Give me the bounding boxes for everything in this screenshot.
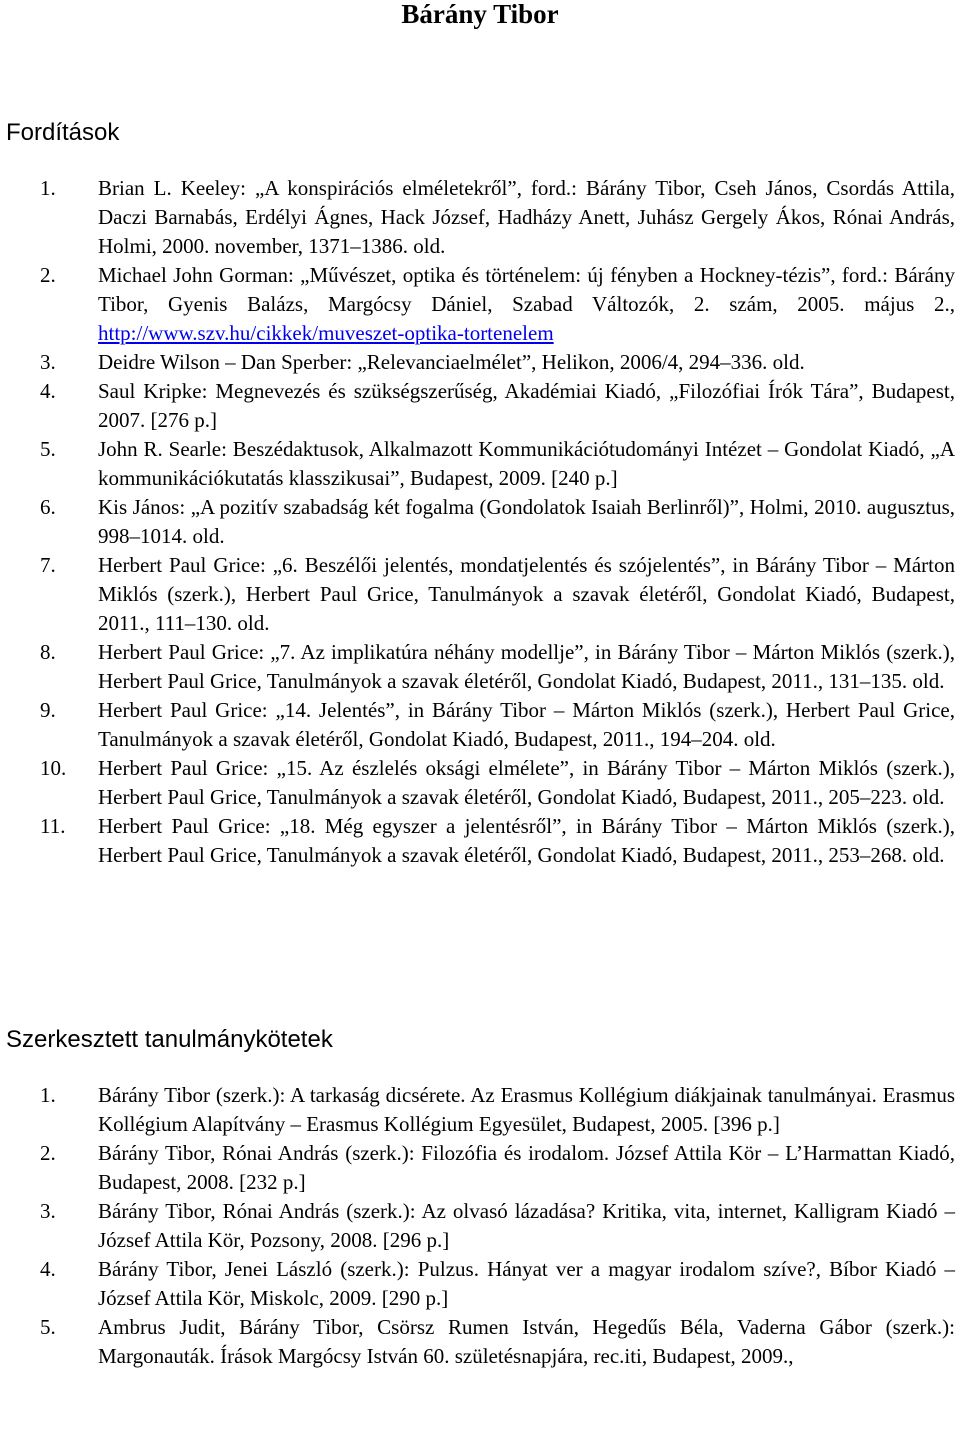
item-text: Bárány Tibor (szerk.): A tarkaság dicsérete. Az Erasmus Kollégium diákjainak tanulmányai. Erasmus Kollégium Alapítvány – Erasmus Kollégium Egyesület, Budapest, 2005. [396 p.]	[98, 1083, 955, 1136]
item-number: 1.	[40, 176, 56, 200]
list-item	[40, 1197, 955, 1255]
item-text: Bárány Tibor, Jenei László (szerk.): Pulzus. Hányat ver a magyar irodalom szíve?, Bíbor Kiadó – József Attila Kör, Miskolc, 2009. [290 p.]	[98, 1257, 955, 1310]
item-text: Herbert Paul Grice: „14. Jelentés”, in Bárány Tibor – Márton Miklós (szerk.), Herbert Paul Grice, Tanulmányok a szavak életéről, Gondolat Kiadó, Budapest, 2011., 194–204. old.	[98, 698, 955, 751]
list-item	[40, 261, 955, 348]
item-text	[98, 261, 955, 348]
list-item	[40, 551, 955, 638]
item-number: 2.	[40, 263, 56, 287]
edited-volumes-list	[40, 1081, 955, 1371]
list-item	[40, 696, 955, 754]
item-number: 8.	[40, 640, 56, 664]
list-item	[40, 174, 955, 261]
list-item	[40, 638, 955, 696]
item-text: Ambrus Judit, Bárány Tibor, Csörsz Rumen István, Hegedűs Béla, Vaderna Gábor (szerk.): Margonauták. Írások Margócsy István 60. születésnapjára, rec.iti, Budapest, 2009.,	[98, 1315, 955, 1368]
item-text: Brian L. Keeley: „A konspirációs elméletekről”, ford.: Bárány Tibor, Cseh János, Csordás Attila, Daczi Barnabás, Erdélyi Ágnes, Hack József, Hadházy Anett, Juhász Gergely Ákos, Rónai András, Holmi, 2000. november, 1371–1386. old.	[98, 176, 955, 258]
list-item	[40, 1081, 955, 1139]
item-number: 9.	[40, 698, 56, 722]
article-link[interactable]: http://www.szv.hu/cikkek/muveszet-optika-tortenelem	[98, 321, 554, 345]
item-number: 1.	[40, 1083, 56, 1107]
list-item	[40, 1313, 955, 1371]
item-number: 11.	[40, 814, 66, 838]
list-item	[40, 754, 955, 812]
item-text: John R. Searle: Beszédaktusok, Alkalmazott Kommunikációtudományi Intézet – Gondolat Kiadó, „A kommunikációkutatás klasszikusai”, Budapest, 2009. [240 p.]	[98, 437, 955, 490]
item-text: Bárány Tibor, Rónai András (szerk.): Az olvasó lázadása? Kritika, vita, internet, Kalligram Kiadó – József Attila Kör, Pozsony, 2008. [296 p.]	[98, 1199, 955, 1252]
item-text: Herbert Paul Grice: „15. Az észlelés oksági elmélete”, in Bárány Tibor – Márton Miklós (szerk.), Herbert Paul Grice, Tanulmányok a szavak életéről, Gondolat Kiadó, Budapest, 2011., 205–223. old.	[98, 756, 955, 809]
section-heading-edited-volumes: Szerkesztett tanulmánykötetek	[6, 1026, 333, 1053]
item-text: Herbert Paul Grice: „6. Beszélői jelentés, mondatjelentés és szójelentés”, in Bárány Tibor – Márton Miklós (szerk.), Herbert Paul Grice, Tanulmányok a szavak életéről, Gondolat Kiadó, Budapest, 2011., 111–130. old.	[98, 553, 955, 635]
item-text: Bárány Tibor, Rónai András (szerk.): Filozófia és irodalom. József Attila Kör – L’Harmattan Kiadó, Budapest, 2008. [232 p.]	[98, 1141, 955, 1194]
list-item	[40, 812, 955, 870]
list-item	[40, 435, 955, 493]
list-item	[40, 493, 955, 551]
item-text: Herbert Paul Grice: „18. Még egyszer a jelentésről”, in Bárány Tibor – Márton Miklós (szerk.), Herbert Paul Grice, Tanulmányok a szavak életéről, Gondolat Kiadó, Budapest, 2011., 253–268. old.	[98, 814, 955, 867]
item-text: Deidre Wilson – Dan Sperber: „Relevanciaelmélet”, Helikon, 2006/4, 294–336. old.	[98, 350, 805, 374]
page-title: Bárány Tibor	[401, 0, 559, 29]
translations-list	[40, 174, 955, 870]
list-item	[40, 348, 955, 377]
item-number: 10.	[40, 756, 67, 780]
item-number: 7.	[40, 553, 56, 577]
item-number: 3.	[40, 350, 56, 374]
item-text: Kis János: „A pozitív szabadság két fogalma (Gondolatok Isaiah Berlinről)”, Holmi, 2010. augusztus, 998–1014. old.	[98, 495, 955, 548]
list-item	[40, 1255, 955, 1313]
item-text-body: Michael John Gorman: „Művészet, optika és történelem: új fényben a Hockney-tézis”, ford.: Bárány Tibor, Gyenis Balázs, Margócsy Dániel, Szabad Változók, 2. szám, 2005. május 2.,	[98, 263, 955, 316]
item-number: 4.	[40, 1257, 56, 1281]
item-number: 2.	[40, 1141, 56, 1165]
list-item	[40, 377, 955, 435]
item-number: 3.	[40, 1199, 56, 1223]
item-number: 6.	[40, 495, 56, 519]
section-heading-translations: Fordítások	[6, 119, 120, 146]
list-item	[40, 1139, 955, 1197]
item-text: Saul Kripke: Megnevezés és szükségszerűség, Akadémiai Kiadó, „Filozófiai Írók Tára”, Budapest, 2007. [276 p.]	[98, 379, 955, 432]
item-text: Herbert Paul Grice: „7. Az implikatúra néhány modellje”, in Bárány Tibor – Márton Miklós (szerk.), Herbert Paul Grice, Tanulmányok a szavak életéről, Gondolat Kiadó, Budapest, 2011., 131–135. old.	[98, 640, 955, 693]
item-number: 5.	[40, 1315, 56, 1339]
item-number: 4.	[40, 379, 56, 403]
item-number: 5.	[40, 437, 56, 461]
